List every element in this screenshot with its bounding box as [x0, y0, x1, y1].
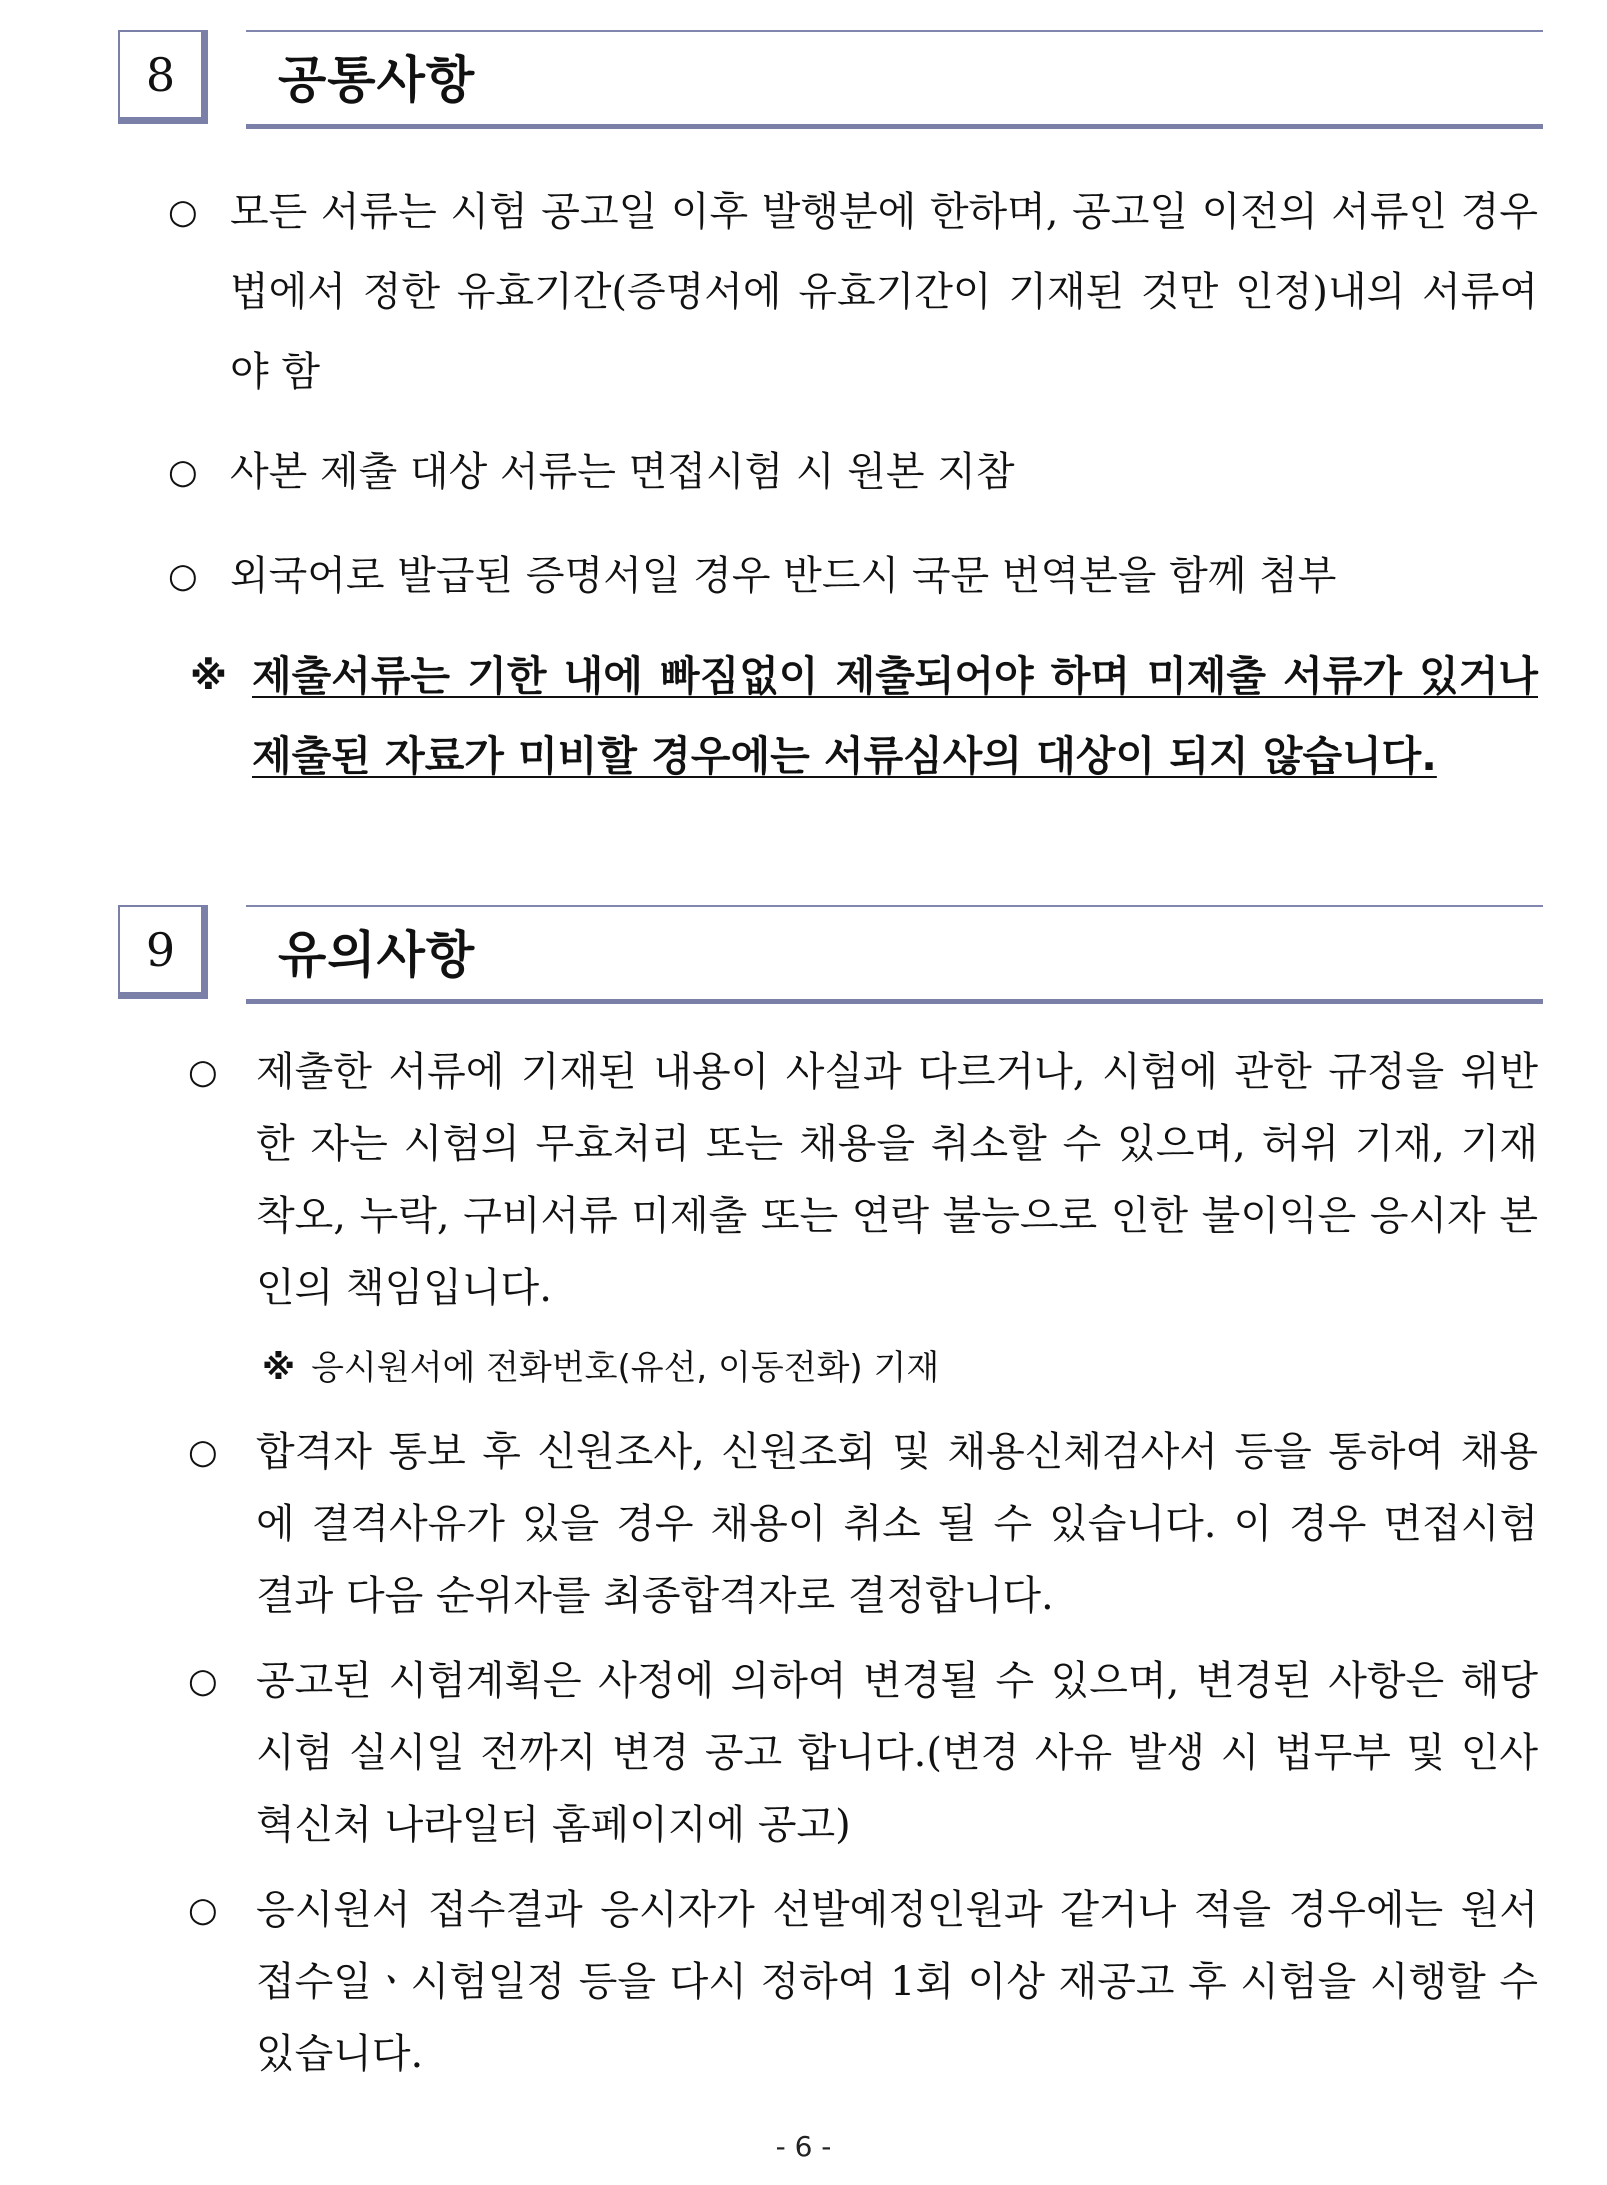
section-9-header	[118, 905, 1543, 1007]
bullet-icon: ○	[188, 1052, 218, 1092]
bullet-icon: ○	[168, 556, 198, 596]
bullet-icon: ○	[168, 452, 198, 492]
page-number: - 6 -	[775, 2130, 832, 2163]
list-item	[168, 1645, 1538, 1861]
bullet-icon: ○	[188, 1890, 218, 1930]
list-item	[168, 172, 1538, 412]
list-item	[168, 1874, 1538, 2090]
bullet-icon: ○	[168, 192, 198, 232]
important-note	[190, 636, 1538, 796]
reference-mark-icon: ※	[262, 1348, 296, 1388]
list-item-text: 제출한 서류에 기재된 내용이 사실과 다르거나, 시험에 관한 규정을 위반한 자는 시험의 무효처리 또는 채용을 취소할 수 있으며, 허위 기재, 기재 착오, 누락, 구비서류 미제출 또는 연락 불능으로 인한 불이익은 응시자 본인의 책임입니다.	[256, 1049, 1538, 1311]
list-item-text: 외국어로 발급된 증명서일 경우 반드시 국문 번역본을 함께 첨부	[230, 553, 1337, 599]
header-rule-bottom	[246, 124, 1543, 129]
section-title: 공통사항	[278, 51, 476, 109]
list-item	[168, 1036, 1538, 1324]
reference-mark-icon: ※	[190, 654, 227, 698]
header-rule-bottom	[246, 999, 1543, 1004]
section-number-box: 9	[118, 905, 208, 999]
section-8-header	[118, 30, 1543, 132]
list-item-text: 공고된 시험계획은 사정에 의하여 변경될 수 있으며, 변경된 사항은 해당 시험 실시일 전까지 변경 공고 합니다.(변경 사유 발생 시 법무부 및 인사혁신처 나라일터 홈페이지에 공고)	[256, 1658, 1538, 1848]
list-item	[168, 1416, 1538, 1632]
section-title: 유의사항	[278, 926, 476, 984]
bullet-icon: ○	[188, 1432, 218, 1472]
list-item-text: 사본 제출 대상 서류는 면접시험 시 원본 지참	[230, 449, 1015, 495]
sub-note	[262, 1338, 939, 1398]
list-item	[168, 536, 1538, 616]
sub-note-text: 응시원서에 전화번호(유선, 이동전화) 기재	[311, 1348, 940, 1388]
list-item	[168, 432, 1538, 512]
list-item-text: 합격자 통보 후 신원조사, 신원조회 및 채용신체검사서 등을 통하여 채용에 결격사유가 있을 경우 채용이 취소 될 수 있습니다. 이 경우 면접시험 결과 다음 순위자를 최종합격자로 결정합니다.	[256, 1429, 1538, 1619]
header-rule-top	[246, 30, 1543, 32]
bullet-icon: ○	[188, 1661, 218, 1701]
section-number-box: 8	[118, 30, 208, 124]
list-item-text: 응시원서 접수결과 응시자가 선발예정인원과 같거나 적을 경우에는 원서접수일ㆍ시험일정 등을 다시 정하여 1회 이상 재공고 후 시험을 시행할 수 있습니다.	[256, 1887, 1538, 2077]
list-item-text: 모든 서류는 시험 공고일 이후 발행분에 한하며, 공고일 이전의 서류인 경우 법에서 정한 유효기간(증명서에 유효기간이 기재된 것만 인정)내의 서류여야 함	[230, 189, 1538, 395]
header-rule-top	[246, 905, 1543, 907]
important-note-text: 제출서류는 기한 내에 빠짐없이 제출되어야 하며 미제출 서류가 있거나 제출된 자료가 미비할 경우에는 서류심사의 대상이 되지 않습니다.	[252, 652, 1538, 780]
